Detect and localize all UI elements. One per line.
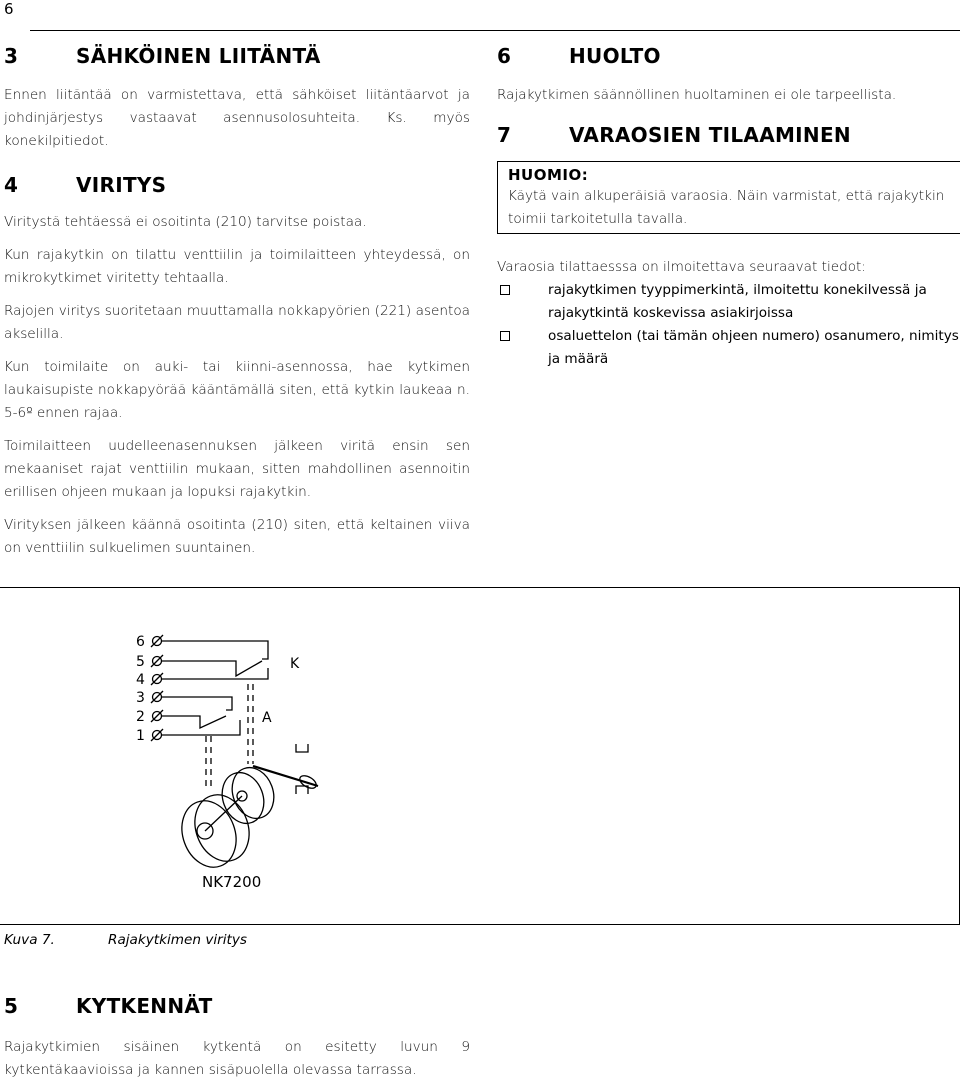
electrical-paragraph: Ennen liitäntää on varmistettava, että sähköiset liitäntäarvot ja johdinjärjestys vastaavat asennusolosuhteita. Ks. myös konekilpitiedot. — [4, 87, 470, 149]
spare-parts-list — [497, 279, 959, 371]
figure-frame — [0, 587, 960, 925]
caption-text: Rajakytkimen viritys — [108, 932, 247, 948]
section-number: 6 — [497, 44, 512, 68]
terminal-circle-icon — [151, 673, 163, 685]
spare-parts-intro: Varaosia tilattaesssa on ilmoitettava seuraavat tiedot: — [497, 259, 866, 275]
switch-adjustment-diagram — [0, 588, 958, 924]
tuning-paragraph-3: Rajojen viritys suoritetaan muuttamalla nokkapyörien (221) asentoa akselilla. — [4, 303, 470, 342]
section-7-heading — [497, 123, 959, 147]
section-6-heading — [497, 44, 959, 68]
terminal-circle-icon — [151, 710, 163, 722]
figure-caption — [4, 932, 247, 948]
section-5-heading — [4, 994, 470, 1018]
tuning-paragraph-1: Viritystä tehtäessä ei osoitinta (210) tarvitse poistaa. — [4, 214, 367, 230]
note-box — [497, 161, 960, 234]
terminal-label: 2 — [136, 709, 145, 725]
terminal-label: 6 — [136, 634, 145, 650]
checkbox-icon — [500, 331, 510, 341]
terminal-circle-icon — [151, 729, 163, 741]
list-item — [497, 279, 959, 325]
terminal-label: 5 — [136, 654, 145, 670]
tuning-paragraph-4: Kun toimilaite on auki- tai kiinni-asennossa, hae kytkimen laukaisupiste nokkapyörää kääntämällä siten, että kytkin laukeaa n. 5-6º ennen rajaa. — [4, 359, 470, 421]
terminal-label: 3 — [136, 690, 145, 706]
switch-label-a: A — [262, 710, 272, 726]
terminal-circle-icon — [151, 691, 163, 703]
switch-label-k: K — [290, 656, 300, 672]
list-item — [497, 325, 959, 371]
section-number: 3 — [4, 44, 19, 68]
list-item-text: osaluettelon (tai tämän ohjeen numero) osanumero, nimitys ja määrä — [548, 328, 959, 367]
tuning-paragraph-6: Virityksen jälkeen käännä osoitinta (210) siten, että keltainen viiva on venttiilin sulkuelimen suuntainen. — [4, 517, 470, 556]
section-title: VIRITYS — [76, 173, 167, 197]
section-title: VARAOSIEN TILAAMINEN — [569, 123, 851, 147]
right-column — [497, 44, 959, 371]
section-number: 5 — [4, 994, 19, 1018]
terminal-circle-icon — [151, 635, 163, 647]
checkbox-icon — [500, 285, 510, 295]
left-column — [4, 44, 470, 560]
section-3-heading — [4, 44, 470, 68]
maintenance-paragraph: Rajakytkimen säännöllinen huoltaminen ei ole tarpeellista. — [497, 87, 897, 103]
terminal-label: 1 — [136, 728, 145, 744]
section-number: 4 — [4, 173, 19, 197]
section-title: SÄHKÖINEN LIITÄNTÄ — [76, 44, 321, 68]
page-number: 6 — [4, 0, 14, 18]
section-5 — [4, 994, 470, 1082]
model-label: NK7200 — [202, 873, 262, 891]
terminal-label: 4 — [136, 672, 145, 688]
section-title: KYTKENNÄT — [76, 994, 213, 1018]
tuning-paragraph-2: Kun rajakytkin on tilattu venttiilin ja toimilaitteen yhteydessä, on mikrokytkimet viritetty tehtaalla. — [4, 247, 470, 286]
terminal-circle-icon — [151, 655, 163, 667]
section-4-heading — [4, 173, 470, 197]
list-item-text: rajakytkimen tyyppimerkintä, ilmoitettu konekilvessä ja rajakytkintä koskevissa asiakirjoissa — [548, 282, 927, 321]
section-title: HUOLTO — [569, 44, 661, 68]
tuning-paragraph-5: Toimilaitteen uudelleenasennuksen jälkeen viritä ensin sen mekaaniset rajat venttiilin mukaan, sitten mahdollinen asennoitin erillisen ohjeen mukaan ja lopuksi rajakytkin. — [4, 438, 470, 500]
section-number: 7 — [497, 123, 512, 147]
note-title: HUOMIO: — [508, 166, 589, 184]
note-text: Käytä vain alkuperäisiä varaosia. Näin varmistat, että rajakytkin toimii tarkoitetulla tavalla. — [508, 188, 945, 227]
caption-label: Kuva 7. — [4, 932, 55, 948]
header-rule — [30, 30, 960, 31]
wiring-paragraph: Rajakytkimien sisäinen kytkentä on esitetty luvun 9 kytkentäkaavioissa ja kannen sisäpuolella olevassa tarrassa. — [4, 1039, 470, 1078]
